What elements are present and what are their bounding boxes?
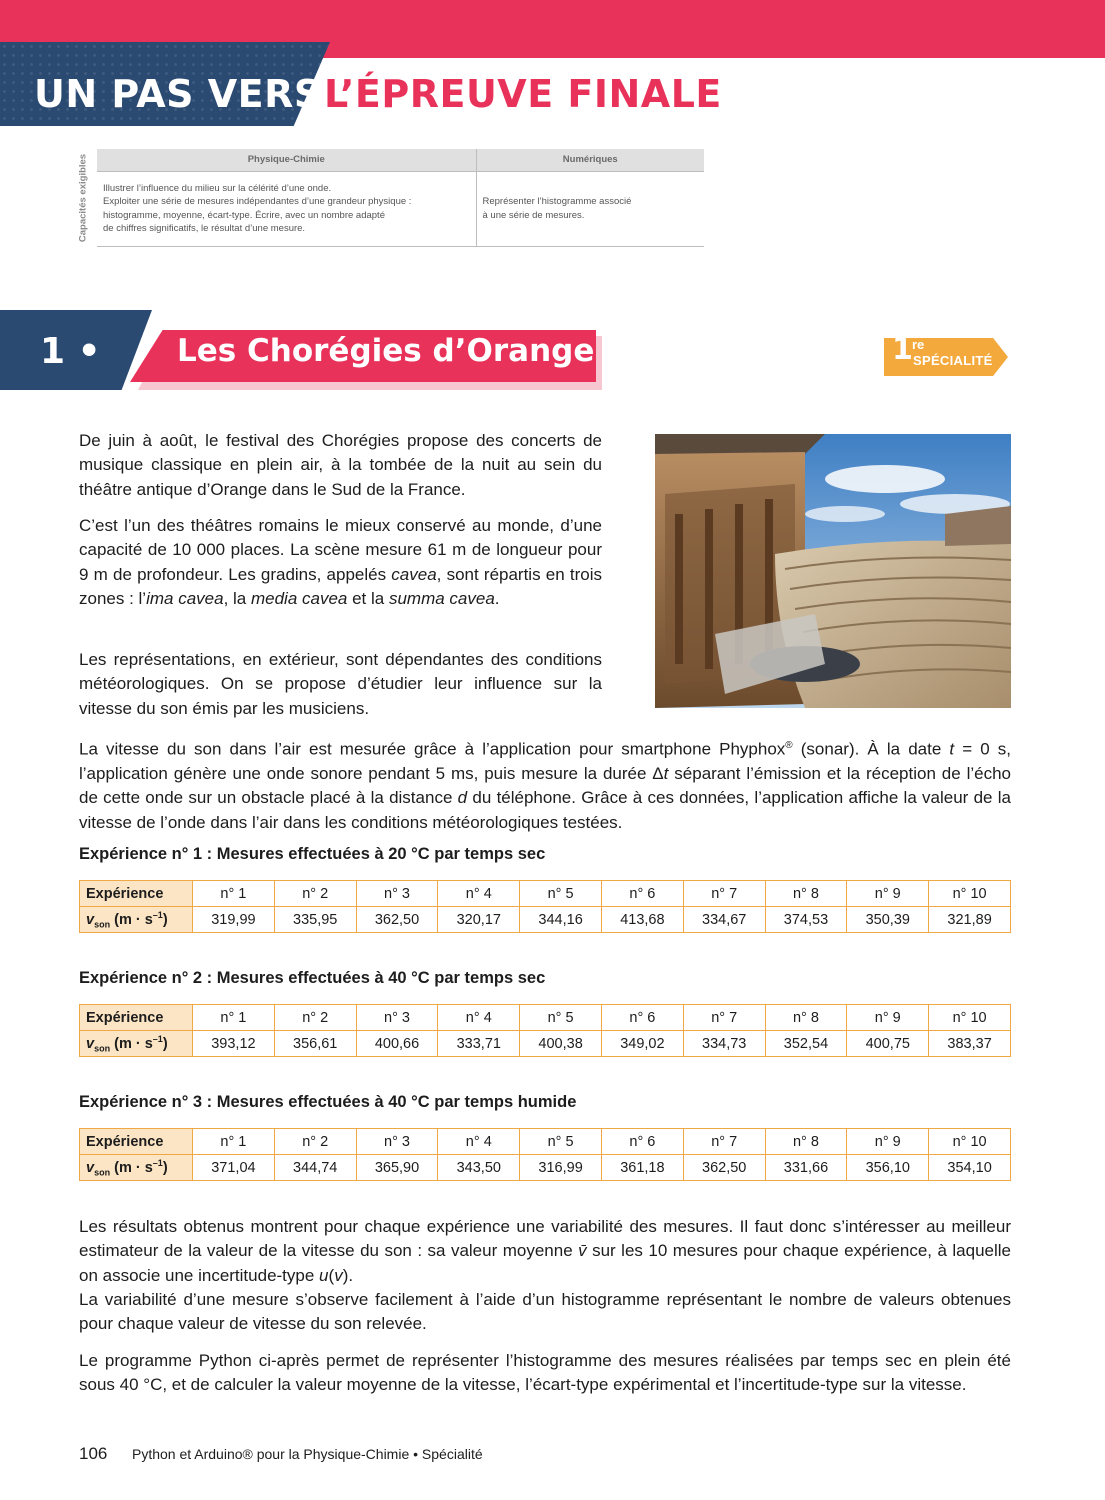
specialty-badge-number: 1	[892, 332, 913, 367]
table-col-label: n° 1	[193, 1129, 275, 1155]
table-cell: 393,12	[193, 1031, 275, 1057]
table-cell: 352,54	[765, 1031, 847, 1057]
table-col-label: n° 2	[274, 881, 356, 907]
table-cell: 361,18	[601, 1155, 683, 1181]
capacities-side-label: Capacités exigibles	[77, 153, 89, 243]
table-cell: 344,16	[520, 907, 602, 933]
capacities-col2-text: Représenter l’histogramme associé à une série de mesures.	[476, 171, 704, 246]
table-col-label: n° 5	[520, 881, 602, 907]
table-cell: 344,74	[274, 1155, 356, 1181]
specialty-badge-label: SPÉCIALITÉ	[913, 353, 993, 368]
table-col-label: n° 10	[929, 1005, 1011, 1031]
experiment-2-title: Expérience n° 2 : Mesures effectuées à 40 °C par temps sec	[79, 969, 546, 987]
table-header-cell: Expérience	[80, 1005, 193, 1031]
table-vson-header: $v_{son}$ $(m \cdot s^{-1})$	[80, 1031, 193, 1057]
table-col-label: n° 8	[765, 881, 847, 907]
method-paragraph: La vitesse du son dans l’air est mesurée grâce à l’application pour smartphone Phyphox® (sonar). À la date t = 0 s, l’application génère une onde sonore pendant 5 ms, puis mesure la durée Δt séparant l’émission et la réception de l’écho de cette onde sur un obstacle placé à la distance d du téléphone. Grâce à ces données, l’application affiche la valeur de la vitesse de l’onde dans l’air dans les conditions météorologiques testées.	[79, 739, 1012, 832]
experiment-1-title: Expérience n° 1 : Mesures effectuées à 20 °C par temps sec	[79, 845, 546, 863]
table-cell: 356,61	[274, 1031, 356, 1057]
capacities-table	[97, 149, 704, 247]
table-col-label: n° 9	[847, 881, 929, 907]
table-cell: 356,10	[847, 1155, 929, 1181]
header-left-title: UN PAS VERS	[34, 72, 322, 116]
table-cell: 354,10	[929, 1155, 1011, 1181]
capacities-col1-header: Physique-Chimie	[97, 149, 476, 171]
specialty-badge-superscript: re	[912, 337, 925, 352]
table-col-label: n° 6	[601, 881, 683, 907]
table-col-label: n° 3	[356, 1129, 438, 1155]
table-vson-header: $v_{son}$ $(m \cdot s^{-1})$	[80, 907, 193, 933]
table-header-cell: Expérience	[80, 1129, 193, 1155]
table-cell: 350,39	[847, 907, 929, 933]
table-col-label: n° 7	[683, 881, 765, 907]
table-header-cell: Expérience	[80, 881, 193, 907]
conclusion-paragraph-3: Le programme Python ci-après permet de représenter l’histogramme des mesures réalisées par temps sec en plein été sous 40 °C, et de calculer la valeur moyenne de la vitesse, l’écart-type expérimental et l’incertitude-type sur la vitesse.	[79, 1351, 1011, 1395]
theatre-photo	[655, 434, 1011, 708]
table-col-label: n° 5	[520, 1005, 602, 1031]
table-col-label: n° 3	[356, 1005, 438, 1031]
table-cell: 400,38	[520, 1031, 602, 1057]
section-title: Les Chorégies d’Orange	[177, 333, 595, 369]
experiment-1-table	[79, 880, 1011, 933]
table-cell: 371,04	[193, 1155, 275, 1181]
table-cell: 320,17	[438, 907, 520, 933]
table-col-label: n° 7	[683, 1005, 765, 1031]
table-col-label: n° 1	[193, 1005, 275, 1031]
table-cell: 362,50	[683, 1155, 765, 1181]
table-col-label: n° 4	[438, 1129, 520, 1155]
table-col-label: n° 6	[601, 1129, 683, 1155]
table-col-label: n° 2	[274, 1005, 356, 1031]
table-cell: 334,67	[683, 907, 765, 933]
table-cell: 400,66	[356, 1031, 438, 1057]
table-cell: 362,50	[356, 907, 438, 933]
table-col-label: n° 9	[847, 1129, 929, 1155]
table-col-label: n° 4	[438, 1005, 520, 1031]
table-col-label: n° 7	[683, 1129, 765, 1155]
table-col-label: n° 5	[520, 1129, 602, 1155]
experiment-2-table	[79, 1004, 1011, 1057]
table-cell: 331,66	[765, 1155, 847, 1181]
table-cell: 334,73	[683, 1031, 765, 1057]
table-col-label: n° 8	[765, 1129, 847, 1155]
capacities-col2-header: Numériques	[476, 149, 704, 171]
header-right-title: L’ÉPREUVE FINALE	[324, 72, 722, 116]
table-cell: 413,68	[601, 907, 683, 933]
page-number: 106	[79, 1444, 108, 1463]
experiment-3-title: Expérience n° 3 : Mesures effectuées à 40 °C par temps humide	[79, 1093, 577, 1111]
table-cell: 321,89	[929, 907, 1011, 933]
capacities-col1-text: Illustrer l’influence du milieu sur la célérité d’une onde. Exploiter une série de mesures indépendantes d’une grandeur physique : histogramme, moyenne, écart-type. Écrire, avec un nombre adapté de chiffres significatifs, le résultat d’une mesure.	[97, 171, 476, 246]
table-col-label: n° 6	[601, 1005, 683, 1031]
table-cell: 400,75	[847, 1031, 929, 1057]
table-cell: 333,71	[438, 1031, 520, 1057]
table-cell: 365,90	[356, 1155, 438, 1181]
table-cell: 349,02	[601, 1031, 683, 1057]
intro-paragraph-2: C’est l’un des théâtres romains le mieux conservé au monde, d’une capacité de 10 000 places. La scène mesure 61 m de longueur pour 9 m de profondeur. Les gradins, appelés cavea, sont répartis en trois zones : l’ima cavea, la media cavea et la summa cavea.	[79, 516, 602, 609]
table-cell: 383,37	[929, 1031, 1011, 1057]
table-col-label: n° 1	[193, 881, 275, 907]
table-col-label: n° 9	[847, 1005, 929, 1031]
table-cell: 319,99	[193, 907, 275, 933]
table-vson-header: $v_{son}$ $(m \cdot s^{-1})$	[80, 1155, 193, 1181]
table-cell: 374,53	[765, 907, 847, 933]
table-col-label: n° 10	[929, 881, 1011, 907]
table-col-label: n° 3	[356, 881, 438, 907]
experiment-3-table	[79, 1128, 1011, 1181]
intro-paragraph-1: De juin à août, le festival des Chorégies propose des concerts de musique classique en plein air, à la tombée de la nuit au sein du théâtre antique d’Orange dans le Sud de la France.	[79, 431, 602, 499]
conclusion-paragraph-1: Les résultats obtenus montrent pour chaque expérience une variabilité des mesures. Il faut donc s’intéresser au meilleur estimateur de la valeur de la vitesse du son : sa valeur moyenne v̄ sur les 10 mesures pour chaque expérience, à laquelle on associe une incertitude-type u(v).	[79, 1217, 1011, 1285]
table-col-label: n° 4	[438, 881, 520, 907]
intro-paragraph-3: Les représentations, en extérieur, sont dépendantes des conditions météorologiques. On se propose d’étudier leur influence sur la vitesse du son émis par les musiciens.	[79, 650, 602, 718]
table-col-label: n° 8	[765, 1005, 847, 1031]
table-cell: 316,99	[520, 1155, 602, 1181]
table-cell: 335,95	[274, 907, 356, 933]
table-col-label: n° 10	[929, 1129, 1011, 1155]
section-number: 1 •	[40, 331, 101, 372]
table-col-label: n° 2	[274, 1129, 356, 1155]
conclusion-paragraph-2: La variabilité d’une mesure s’observe facilement à l’aide d’un histogramme représentant le nombre de valeurs obtenues pour chaque valeur de vitesse du son relevée.	[79, 1290, 1011, 1334]
footer-book-title: Python et Arduino® pour la Physique-Chimie • Spécialité	[132, 1446, 483, 1462]
table-cell: 343,50	[438, 1155, 520, 1181]
